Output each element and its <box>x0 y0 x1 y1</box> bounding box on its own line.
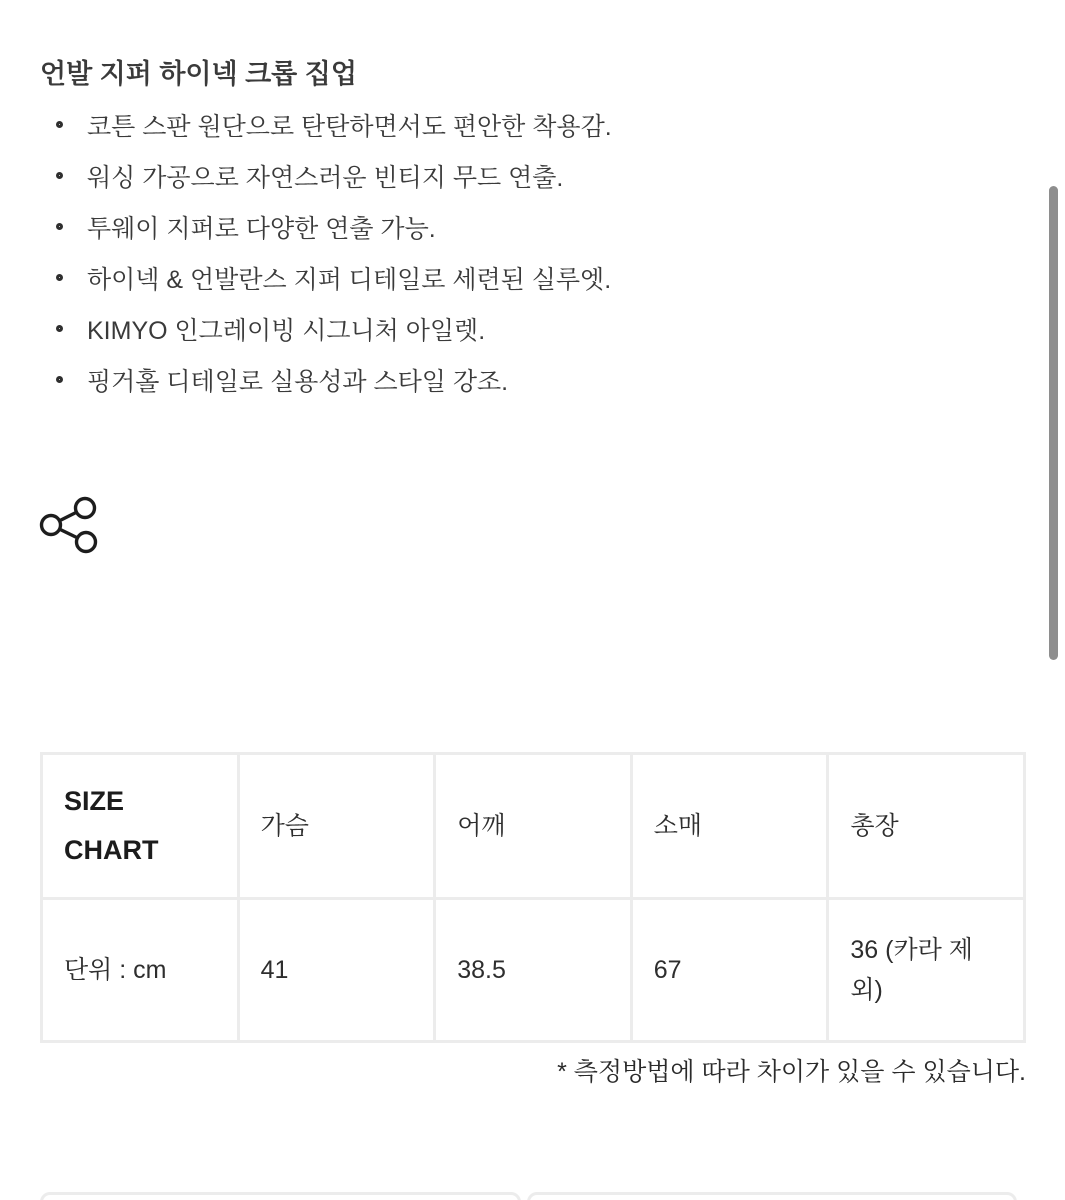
list-item <box>40 112 1030 143</box>
feature-list <box>40 112 1030 398</box>
bullet-circle-icon <box>56 376 63 383</box>
size-chart-title-cell: SIZE CHART <box>42 754 239 899</box>
bullet-circle-icon <box>56 274 63 281</box>
feature-text: 코튼 스판 원단으로 탄탄하면서도 편안한 착용감. <box>87 113 612 141</box>
header-cell-sleeve: 소매 <box>631 754 828 899</box>
header-cell-chest: 가슴 <box>238 754 435 899</box>
feature-text: KIMYO 인그레이빙 시그니처 아일렛. <box>87 317 486 345</box>
value-cell-shoulder: 38.5 <box>435 899 632 1042</box>
size-chart-data-row <box>42 899 1025 1042</box>
size-chart-table <box>40 752 1026 1043</box>
header-cell-length: 총장 <box>828 754 1025 899</box>
list-item <box>40 265 1030 296</box>
vertical-scrollbar-thumb[interactable] <box>1049 186 1058 660</box>
feature-text: 투웨이 지퍼로 다양한 연출 가능. <box>87 215 436 243</box>
unit-cell: 단위 : cm <box>42 899 239 1042</box>
measurement-disclaimer: * 측정방법에 따라 차이가 있을 수 있습니다. <box>557 1058 1026 1086</box>
feature-text: 핑거홀 디테일로 실용성과 스타일 강조. <box>87 368 509 396</box>
share-icon <box>38 496 98 554</box>
bullet-circle-icon <box>56 172 63 179</box>
page-title: 언발 지퍼 하이넥 크롭 집업 <box>40 59 357 89</box>
list-item <box>40 367 1030 398</box>
size-chart-header-row <box>42 754 1025 899</box>
share-button[interactable] <box>38 496 98 554</box>
feature-text: 워싱 가공으로 자연스러운 빈티지 무드 연출. <box>87 164 564 192</box>
header-cell-shoulder: 어깨 <box>435 754 632 899</box>
product-description <box>40 58 1030 418</box>
list-item <box>40 163 1030 194</box>
bottom-partial-card-right <box>527 1192 1017 1200</box>
list-item <box>40 316 1030 347</box>
bullet-circle-icon <box>56 223 63 230</box>
value-cell-length: 36 (카라 제외) <box>828 899 1025 1042</box>
value-cell-chest: 41 <box>238 899 435 1042</box>
bullet-circle-icon <box>56 121 63 128</box>
value-cell-sleeve: 67 <box>631 899 828 1042</box>
bullet-circle-icon <box>56 325 63 332</box>
list-item <box>40 214 1030 245</box>
feature-text: 하이넥 & 언발란스 지퍼 디테일로 세련된 실루엣. <box>87 266 612 294</box>
bottom-partial-card-left <box>40 1192 521 1200</box>
